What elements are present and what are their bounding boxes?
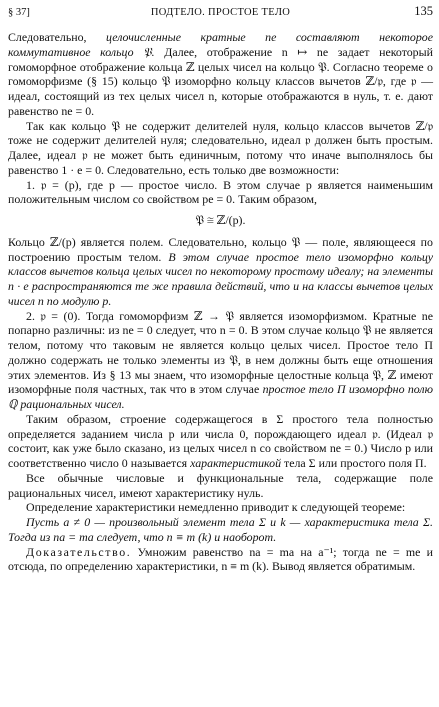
paragraph-4-italic: В этом случае простое тело изоморфно кольцу классов вычетов кольца целых чисел по некоторому простому идеалу; на элементы n · e распространяются те же правила действий, что и на классы вычетов целых чисел n по модулю p.: [8, 249, 433, 308]
case-1-paragraph: 1. 𝔭 = (p), где p — простое число. В этом случае p является наименьшим положительным числом со свойством pe = 0. Таким образом,: [8, 177, 433, 207]
paragraph-6-lead: Таким образом, строение содержащегося в Σ простого тела полностью определяется заданием числа p или числа 0, порождающего идеал 𝔭. (Идеал 𝔭 состоит, как уже было сказано, из целых чисел n со свойством ne = 0.) Число p или соответственно число 0 называется: [8, 411, 433, 470]
isomorphism-formula: 𝔓 ≅ ℤ/(p).: [195, 213, 246, 227]
proof-label: Доказательство.: [26, 544, 132, 559]
section-marker: § 37]: [8, 7, 30, 18]
paragraph-1-lead: Следовательно,: [8, 30, 106, 44]
proof-text: Умножим равенство na = ma на a⁻¹; тогда ne = me и отсюда, по определению характеристики, n ≡ m (k). Вывод является обратимым.: [8, 544, 433, 574]
running-title: ПОДТЕЛО. ПРОСТОЕ ТЕЛО: [150, 7, 291, 18]
characteristic-term: характеристикой: [190, 456, 282, 470]
paragraph-4-lead: Кольцо ℤ/(p) является полем. Следовательно, кольцо 𝔓 — поле, являющееся по построению простым телом.: [8, 234, 433, 264]
paragraph-1: [8, 30, 433, 119]
paragraph-6-rest: тела Σ или простого поля Π.: [281, 456, 427, 470]
paragraph-2: Так как кольцо 𝔓 не содержит делителей нуля, кольцо классов вычетов ℤ/𝔭 тоже не содержит делителей нуля; следовательно, идеал 𝔭 должен быть простым. Далее, идеал 𝔭 не может быть единичным, потому что иначе выполнялось бы равенство 1 · e = 0. Следовательно, есть только две возможности:: [8, 118, 433, 177]
paragraph-8: Определение характеристики немедленно приводит к следующей теореме:: [26, 500, 406, 515]
running-header: [8, 6, 433, 30]
case-2-paragraph: [8, 309, 433, 412]
proof-paragraph: [8, 545, 433, 575]
paragraph-1-rest: Далее, отображение n ↦ ne задает некоторый гомоморфное отображение кольца ℤ целых чисел на кольцо 𝔓. Согласно теореме о гомоморфизме (§ 15) кольцо 𝔓 изоморфно кольцу классов вычетов ℤ/𝔭, где 𝔭 — идеал, состоящий из тех целых чисел n, которые отображаются в нуль, т. е. дают равенство ne = 0.: [8, 44, 433, 118]
case-2-italic: простое тело Π изоморфно полю ℚ рациональных чисел.: [8, 382, 434, 411]
paragraph-7: Все обычные числовые и функциональные тела, содержащие поле рациональных чисел, имеют характеристику нуль.: [8, 470, 433, 500]
paragraph-1-italic: целочисленные кратные ne составляют некоторое коммутативное кольцо 𝔓.: [8, 30, 434, 59]
paragraph-4: [8, 235, 433, 309]
page-number: 135: [414, 4, 433, 18]
paragraph-6: [8, 412, 433, 471]
theorem-statement: Пусть a ≠ 0 — произвольный элемент тела Σ и k — характеристика тела Σ. Тогда из na = ma следует, что n ≡ m (k) и наоборот.: [8, 515, 433, 544]
case-2-text: 2. 𝔭 = (0). Тогда гомоморфизм ℤ → 𝔓 является изоморфизмом. Кратные ne попарно различны: из ne = 0 следует, что n = 0. В этом случае кольцо 𝔓 не является телом, потому что таковым не является кольцо целых чисел. Простое тело Π должно содержать не только элементы из 𝔓, в нем должны быть еще отношения этих элементов. Из § 13 мы знаем, что изоморфные целостные кольца 𝔓, ℤ имеют изоморфные поля частных, так что в этом случае: [8, 308, 433, 397]
